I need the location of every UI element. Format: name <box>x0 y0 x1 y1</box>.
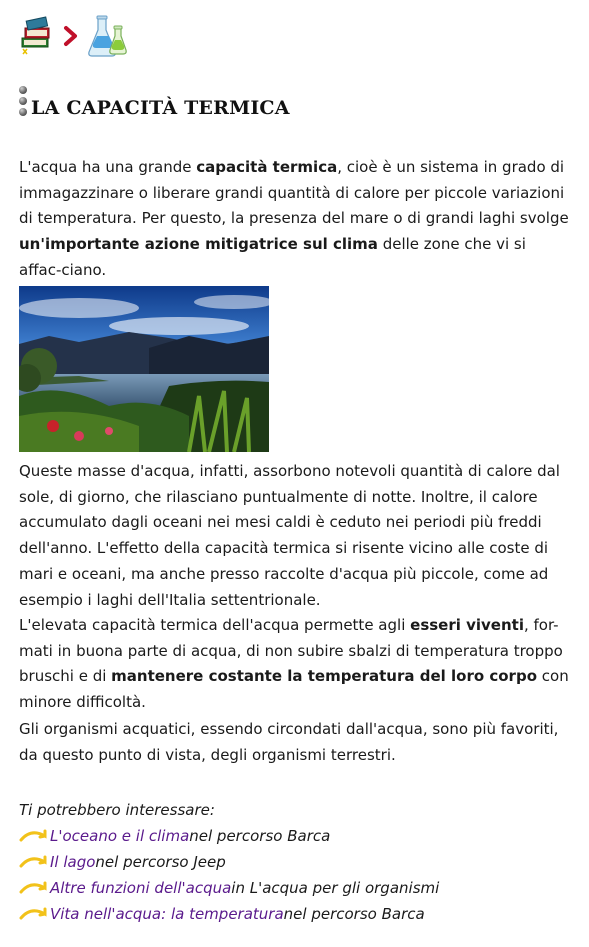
related-links <box>19 797 579 927</box>
bold-term: capacità termica <box>196 158 338 176</box>
related-item: L'oceano e il clima nel percorso Barca <box>19 823 579 849</box>
section-title-row <box>19 86 290 120</box>
bold-term: un'importante azione mitigatrice sul clima <box>19 235 378 254</box>
related-heading: Ti potrebbero interessare: <box>19 801 215 819</box>
intro-paragraph: L'acqua ha una grande capacità termica, cioè è un sistema in grado di immagazzinare o liberare grandi quantità di calore per piccole variazioni di temperatura. Per questo, la presenza del mare o di grandi laghi svolge un'importante azione mitigatrice sul clima delle zone che vi si affac-ciano. <box>19 158 569 279</box>
lake-landscape-photo <box>19 286 269 452</box>
curved-arrow-icon <box>19 906 47 922</box>
related-link-water-functions[interactable]: Altre funzioni dell'acqua <box>50 879 232 897</box>
bold-term: esseri viventi <box>410 616 524 634</box>
curved-arrow-icon <box>19 854 47 870</box>
related-item: Altre funzioni dell'acqua in L'acqua per gli organismi <box>19 875 579 901</box>
related-link-lake[interactable]: Il lago <box>50 853 96 871</box>
bullet-dots-icon <box>19 86 27 120</box>
body-paragraph-water-masses: Queste masse d'acqua, infatti, assorbono notevoli quantità di calore dal sole, di giorno, che rilasciano puntualmente di notte. Inoltre, il calore accumulato dagli oceani nei mesi caldi è ceduto nei periodi più freddi dell'anno. L'effetto della capacità termica si risente vicino alle coste di mari e oceani, ma anche presso raccolte d'acqua più piccole, come ad esempio i laghi dell'Italia settentrionale. <box>19 462 560 609</box>
breadcrumb-chevron-icon <box>63 25 79 51</box>
curved-arrow-icon <box>19 880 47 896</box>
bold-term: mantenere costante la temperatura del loro corpo <box>111 667 538 686</box>
books-icon[interactable] <box>19 16 55 60</box>
related-item: Vita nell'acqua: la temperatura nel percorso Barca <box>19 901 579 927</box>
related-link-aquatic-temperature[interactable]: Vita nell'acqua: la temperatura <box>50 905 284 923</box>
breadcrumb <box>19 16 129 60</box>
flasks-icon[interactable] <box>87 14 129 62</box>
page-title: LA CAPACITÀ TERMICA <box>31 97 290 119</box>
curved-arrow-icon <box>19 828 47 844</box>
related-link-ocean-climate[interactable]: L'oceano e il clima <box>50 827 190 845</box>
body-paragraph-living-beings: L'elevata capacità termica dell'acqua permette agli esseri viventi, for-mati in buona parte di acqua, di non subire sbalzi di temperatura troppo bruschi e di mantenere costante la temperatura del loro corpo con minore difficoltà. <box>19 616 569 712</box>
related-item: Il lago nel percorso Jeep <box>19 849 579 875</box>
body-paragraph-aquatic-organisms: Gli organismi acquatici, essendo circondati dall'acqua, sono più favoriti, da questo punto di vista, degli organismi terrestri. <box>19 720 559 764</box>
